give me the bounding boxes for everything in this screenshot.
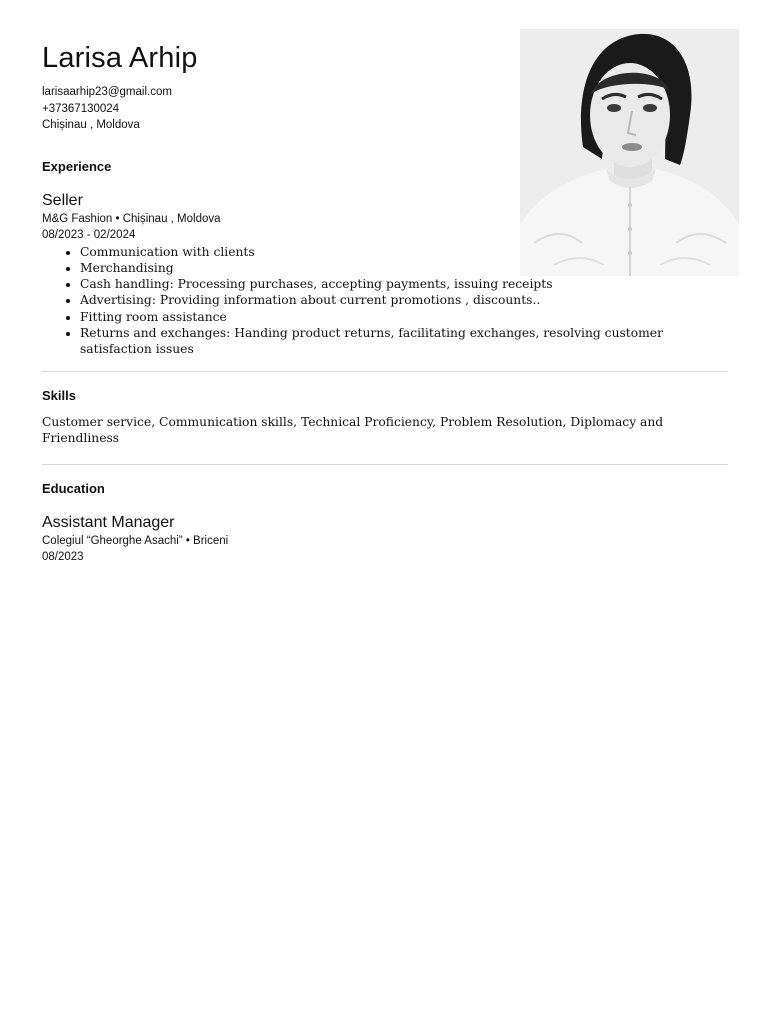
location-text: Chișinau , Moldova	[42, 119, 140, 131]
job-company-line: M&G Fashion • Chișinau , Moldova	[42, 212, 221, 225]
job-bullet: • Communication with clients	[80, 244, 728, 260]
job-bullet: • Merchandising	[80, 260, 728, 276]
job-dates: 08/2023 - 02/2024	[42, 229, 136, 241]
profile-photo	[520, 29, 739, 276]
job-bullet: • Returns and exchanges: Handing product returns, facilitating exchanges, resolving customer satisfaction issues	[80, 325, 728, 358]
education-school-line: Colegiul “Gheorghe Asachi” • Briceni	[42, 534, 229, 547]
job-bullet: • Fitting room assistance	[80, 309, 728, 325]
experience-heading: Experience	[42, 158, 112, 174]
education-heading: Education	[42, 480, 105, 496]
job-bullet: • Advertising: Providing information about current promotions , discounts..	[80, 292, 728, 308]
education-title: Assistant Manager	[42, 513, 175, 531]
profile-photo-illustration	[520, 29, 739, 276]
education-date: 08/2023	[42, 551, 84, 564]
job-title: Seller	[42, 191, 83, 209]
email-text: larisaarhip23@gmail.com	[42, 86, 172, 98]
candidate-name: Larisa Arhip	[42, 42, 198, 74]
phone-text: +37367130024	[42, 102, 120, 115]
job-bullet: • Cash handling: Processing purchases, accepting payments, issuing receipts	[80, 276, 728, 292]
skills-heading: Skills	[42, 387, 76, 403]
skills-text: Customer service, Communication skills, Technical Proficiency, Problem Resolution, Diplomacy and Friendliness	[42, 414, 664, 445]
